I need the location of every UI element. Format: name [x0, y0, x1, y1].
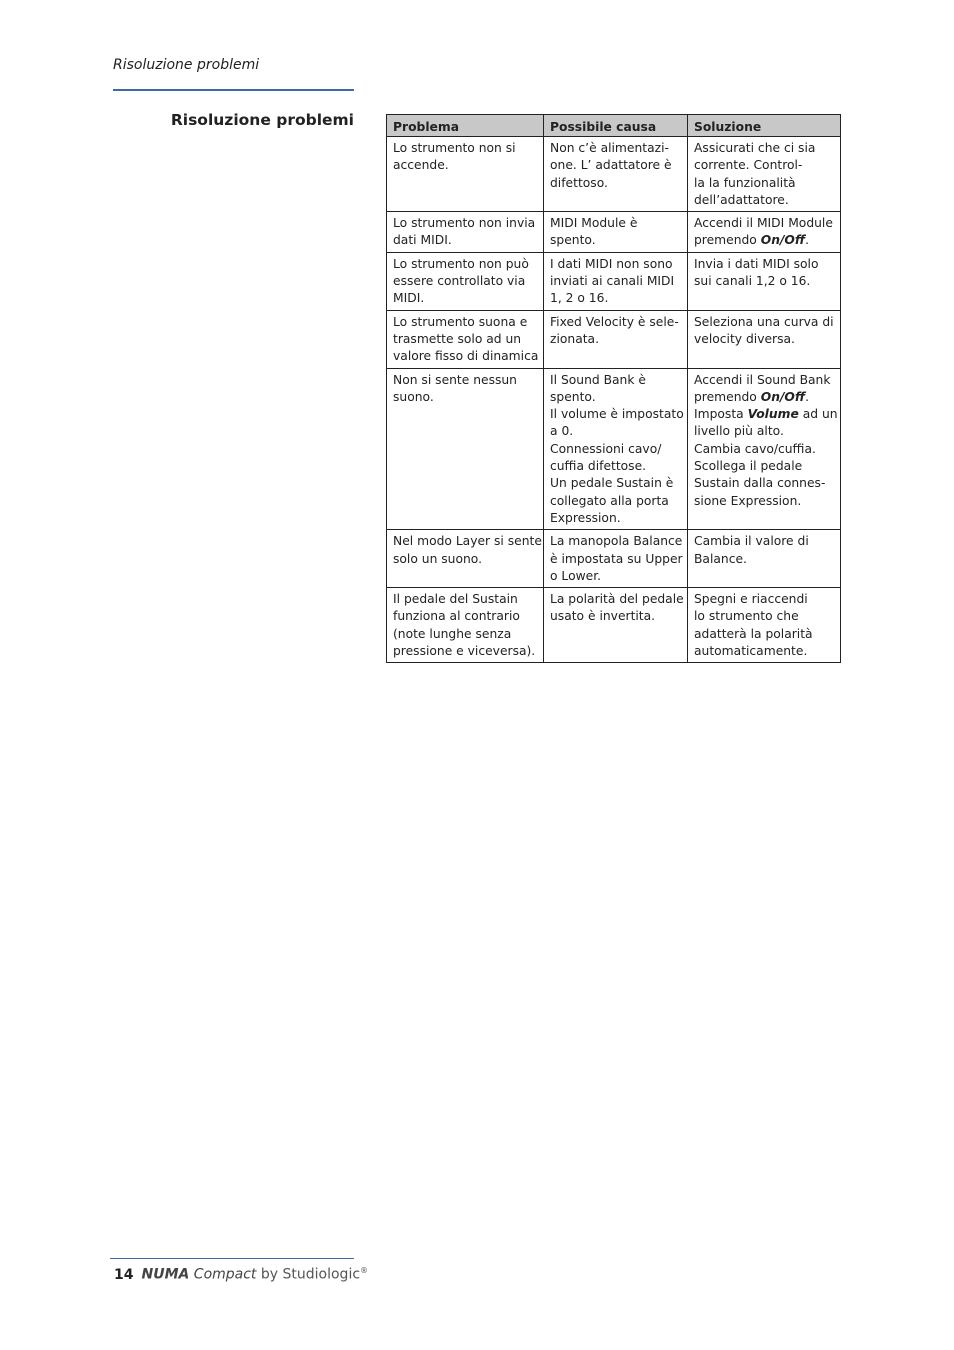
- running-header-title: Risoluzione problemi: [113, 57, 260, 73]
- column-header-problem: Problema: [387, 115, 544, 137]
- cell-line: Invia i dati MIDI solo: [694, 256, 819, 271]
- cell-line: spento.: [550, 389, 596, 404]
- cell-line: one. L’ adattatore è: [550, 158, 672, 173]
- cell-line: inviati ai canali MIDI: [550, 274, 675, 289]
- column-header-solution: Soluzione: [688, 115, 841, 137]
- cell-line: Lo strumento non invia: [393, 216, 536, 231]
- solution-cell: [688, 310, 841, 368]
- cell-line: adatterà la polarità: [694, 626, 813, 641]
- problem-cell: [387, 137, 544, 212]
- cell-line: Seleziona una curva di: [694, 314, 834, 329]
- table-row: [387, 137, 841, 212]
- cell-line: cuffia difettose.: [550, 459, 647, 474]
- cell-line: corrente. Control-: [694, 158, 803, 173]
- cause-cell: [544, 212, 688, 253]
- on-off-label: On/Off: [760, 389, 806, 404]
- cell-line: Fixed Velocity è sele-: [550, 314, 679, 329]
- cell-line: I dati MIDI non sono: [550, 256, 673, 271]
- cell-line: dell’adattatore.: [694, 192, 789, 207]
- registered-mark: ®: [360, 1266, 369, 1275]
- cell-line: difettoso.: [550, 175, 608, 190]
- cell-line: Non si sente nessun: [393, 372, 517, 387]
- cell-line: Un pedale Sustain è: [550, 476, 674, 491]
- cell-line: la la funzionalità: [694, 175, 796, 190]
- solution-cell: [688, 137, 841, 212]
- cell-line: velocity diversa.: [694, 331, 795, 346]
- cell-line: Connessioni cavo/: [550, 441, 662, 456]
- cell-line: Assicurati che ci sia: [694, 141, 816, 155]
- cell-line: Il Sound Bank è: [550, 372, 646, 387]
- cell-line: Accendi il MIDI Module: [694, 216, 833, 231]
- cause-cell: [544, 137, 688, 212]
- volume-label: Volume: [747, 407, 799, 422]
- solution-cell: [688, 530, 841, 588]
- problem-cell: [387, 368, 544, 530]
- cell-line: Lo strumento non si: [393, 141, 516, 155]
- product-name-bold: NUMA: [141, 1266, 190, 1283]
- table-row: [387, 368, 841, 530]
- troubleshooting-table: [386, 114, 841, 663]
- cell-line: o Lower.: [550, 568, 602, 583]
- cell-line: 1, 2 o 16.: [550, 291, 609, 306]
- cause-cell: [544, 252, 688, 310]
- problem-cell: [387, 588, 544, 663]
- cell-line: collegato alla porta: [550, 493, 669, 508]
- cell-line: Cambia cavo/cuffia.: [694, 441, 816, 456]
- cause-cell: [544, 368, 688, 530]
- cell-line: funziona al contrario: [393, 609, 520, 624]
- cell-line: Spegni e riaccendi: [694, 592, 808, 607]
- manufacturer-text: by Studiologic: [256, 1266, 361, 1283]
- cell-line: MIDI Module è: [550, 216, 638, 231]
- section-title: Risoluzione problemi: [170, 111, 354, 129]
- cell-line: solo un suono.: [393, 551, 483, 566]
- cell-line: automaticamente.: [694, 644, 808, 659]
- cell-text: premendo: [694, 233, 761, 248]
- cell-line: Scollega il pedale: [694, 459, 803, 474]
- table-row: [387, 310, 841, 368]
- cell-line: Non c’è alimentazi-: [550, 141, 669, 155]
- header-rule: [113, 89, 354, 91]
- table-row: [387, 252, 841, 310]
- cell-line: sui canali 1,2 o 16.: [694, 274, 811, 289]
- table-header-row: [387, 115, 841, 137]
- cause-cell: [544, 530, 688, 588]
- table-row: [387, 212, 841, 253]
- column-header-cause: Possibile causa: [544, 115, 688, 137]
- page-footer: [114, 1266, 368, 1283]
- cell-line: Lo strumento suona e: [393, 314, 528, 329]
- cell-line: è impostata su Upper: [550, 551, 683, 566]
- cell-line: zionata.: [550, 331, 599, 346]
- cause-cell: [544, 588, 688, 663]
- cause-cell: [544, 310, 688, 368]
- cell-text: .: [805, 233, 810, 248]
- cell-line: lo strumento che: [694, 609, 799, 624]
- page-number: 14: [114, 1266, 134, 1283]
- cell-line: MIDI.: [393, 291, 425, 306]
- solution-cell: [688, 368, 841, 530]
- cell-line: [694, 406, 836, 423]
- cell-line: La manopola Balance: [550, 534, 683, 549]
- cell-line: livello più alto.: [694, 424, 784, 439]
- cell-line: Lo strumento non può: [393, 256, 529, 271]
- cell-line: trasmette solo ad un: [393, 331, 522, 346]
- cell-line: Il pedale del Sustain: [393, 592, 518, 607]
- cell-line: a 0.: [550, 424, 574, 439]
- on-off-label: On/Off: [760, 233, 806, 248]
- product-name-italic: Compact: [189, 1266, 257, 1283]
- cell-line: Sustain dalla connes-: [694, 476, 826, 491]
- cell-line: pressione e viceversa).: [393, 644, 536, 659]
- table-row: [387, 530, 841, 588]
- problem-cell: [387, 212, 544, 253]
- cell-line: [694, 232, 836, 249]
- cell-line: Expression.: [550, 510, 621, 525]
- cell-line: Balance.: [694, 551, 747, 566]
- solution-cell: [688, 588, 841, 663]
- cell-line: Nel modo Layer si sente: [393, 534, 542, 549]
- cell-line: valore fisso di dinamica: [393, 349, 539, 364]
- cell-text: ad un: [798, 407, 838, 422]
- footer-rule: [110, 1258, 354, 1259]
- cell-line: essere controllato via: [393, 274, 526, 289]
- problem-cell: [387, 310, 544, 368]
- cell-line: Accendi il Sound Bank: [694, 372, 831, 387]
- cell-line: Cambia il valore di: [694, 534, 809, 549]
- table-row: [387, 588, 841, 663]
- cell-text: Imposta: [694, 407, 748, 422]
- cell-line: Il volume è impostato: [550, 407, 684, 422]
- solution-cell: [688, 212, 841, 253]
- problem-cell: [387, 252, 544, 310]
- cell-line: spento.: [550, 233, 596, 248]
- solution-cell: [688, 252, 841, 310]
- cell-line: La polarità del pedale: [550, 592, 684, 607]
- cell-line: [694, 389, 836, 406]
- cell-line: (note lunghe senza: [393, 626, 512, 641]
- problem-cell: [387, 530, 544, 588]
- cell-line: accende.: [393, 158, 449, 173]
- cell-line: sione Expression.: [694, 493, 802, 508]
- cell-line: dati MIDI.: [393, 233, 452, 248]
- cell-line: usato è invertita.: [550, 609, 656, 624]
- cell-line: suono.: [393, 389, 434, 404]
- cell-text: .: [805, 389, 810, 404]
- product-name: [141, 1267, 256, 1283]
- cell-text: premendo: [694, 389, 761, 404]
